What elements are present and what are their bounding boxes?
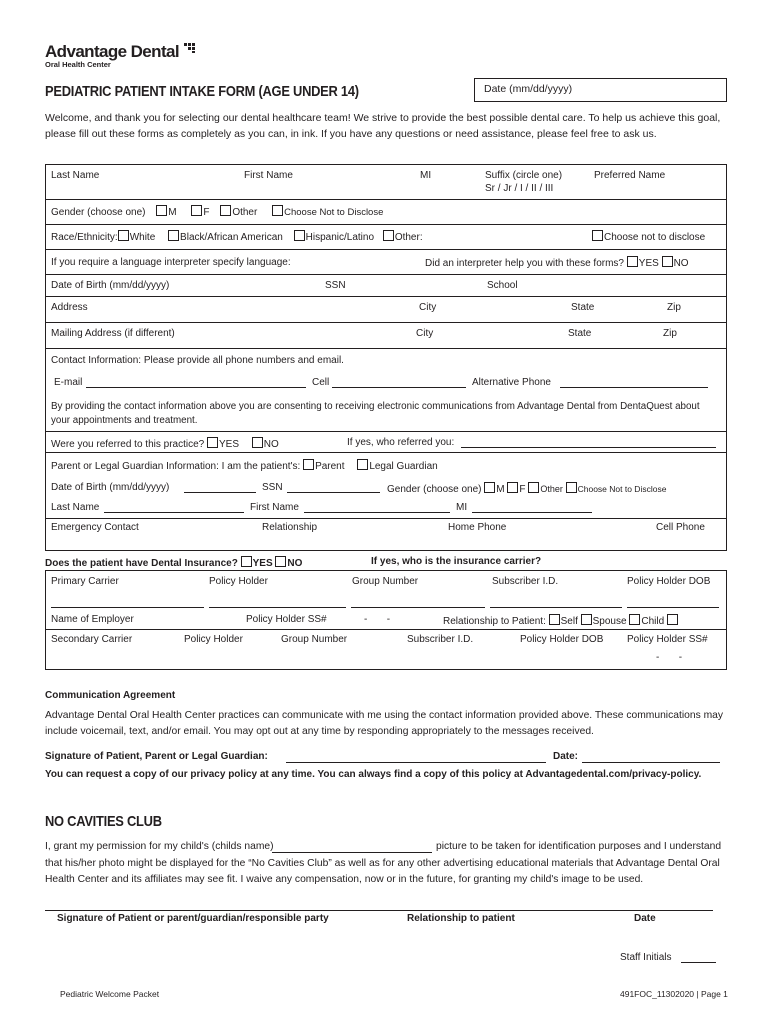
secondary-carrier-label[interactable]: Secondary Carrier xyxy=(51,634,133,645)
guardian-gender-row xyxy=(387,482,666,495)
form-title: PEDIATRIC PATIENT INTAKE FORM (AGE UNDER 14) xyxy=(45,83,359,100)
ssn-label[interactable]: SSN xyxy=(325,280,346,291)
city-label[interactable]: City xyxy=(419,302,437,313)
race-other-label: Other: xyxy=(394,232,423,243)
gender-row xyxy=(51,205,383,218)
group-number-line[interactable] xyxy=(351,607,485,608)
guardian-mi-line[interactable] xyxy=(472,512,592,513)
mailing-state-label[interactable]: State xyxy=(568,328,592,339)
referred-row xyxy=(51,437,279,450)
interpreter-question-label: Did an interpreter help you with these forms? xyxy=(425,258,624,269)
primary-carrier-line[interactable] xyxy=(51,607,204,608)
policy-holder-2-label[interactable]: Policy Holder xyxy=(184,634,243,645)
guardian-parent-label: Parent xyxy=(315,461,345,472)
interpreter-yes-checkbox[interactable] xyxy=(627,256,638,267)
gender-m-checkbox[interactable] xyxy=(156,205,167,216)
race-hispanic-label: Hispanic/Latino xyxy=(305,232,375,243)
row-divider xyxy=(45,452,726,453)
logo-sub: Oral Health Center xyxy=(45,60,111,69)
address-label[interactable]: Address xyxy=(51,302,88,313)
contact-label: Contact Information: Please provide all phone numbers and email. xyxy=(51,355,344,366)
row-divider xyxy=(45,322,726,323)
date-box[interactable] xyxy=(474,78,727,102)
referred-yes-checkbox[interactable] xyxy=(207,437,218,448)
gender-other-label: Other xyxy=(232,207,258,218)
race-black-label: Black/African American xyxy=(180,232,283,243)
comm-text: Advantage Dental Oral Health Center practices can communicate with me using the contact information provided above. These communications may include voicemail, text, and/or email. You may opt out at any time by responding appropriately to the messages received. xyxy=(45,710,724,737)
row-divider xyxy=(45,431,726,432)
email-label: E-mail xyxy=(54,377,83,388)
guardian-last-line[interactable] xyxy=(104,512,244,513)
interpreter-question xyxy=(425,256,689,269)
suffix-label: Suffix (circle one) xyxy=(485,170,563,181)
alt-phone-line[interactable] xyxy=(560,387,708,388)
date-box-label: Date (mm/dd/yyyy) xyxy=(484,83,573,95)
guardian-last-label: Last Name xyxy=(51,502,100,513)
policy-holder-dob-2-label[interactable]: Policy Holder DOB xyxy=(520,634,604,645)
policy-holder-ssn-label[interactable]: Policy Holder SS# xyxy=(246,614,327,625)
policy-holder-ssn-2-label[interactable]: Policy Holder SS# xyxy=(627,634,708,645)
row-divider xyxy=(45,296,726,297)
row-divider xyxy=(45,629,726,630)
relationship-child-label: Child xyxy=(641,616,665,627)
guardian-parent-checkbox[interactable] xyxy=(303,459,314,470)
guardian-m-checkbox[interactable] xyxy=(484,482,495,493)
guardian-label: Parent or Legal Guardian Information: I am the patient's: xyxy=(51,461,301,472)
guardian-f-label: F xyxy=(519,484,526,495)
interpreter-no-label: NO xyxy=(673,258,689,269)
guardian-mi-label: MI xyxy=(456,502,468,513)
state-label[interactable]: State xyxy=(571,302,595,313)
guardian-dob-label: Date of Birth (mm/dd/yyyy) xyxy=(51,482,170,493)
interpreter-no-checkbox[interactable] xyxy=(662,256,673,267)
guardian-legal-label: Legal Guardian xyxy=(369,461,438,472)
guardian-nodisclose-checkbox[interactable] xyxy=(566,482,577,493)
gender-f-label: F xyxy=(203,207,210,218)
insurance-question: Does the patient have Dental Insurance? xyxy=(45,558,238,569)
logo xyxy=(45,42,179,69)
suffix-options[interactable]: Sr / Jr / I / II / III xyxy=(485,183,554,194)
guardian-nodisclose-label: Choose Not to Disclose xyxy=(577,484,667,494)
gender-m-label: M xyxy=(168,207,177,218)
insurance-question-row xyxy=(45,556,302,569)
row-divider xyxy=(45,518,726,519)
club-date-label: Date xyxy=(634,913,656,924)
consent-text: By providing the contact information above you are consenting to receiving electronic communications from Advantage Dental from DentaQuest about your appointments and treatment. xyxy=(51,401,700,426)
logo-name: Advantage Dental xyxy=(45,42,179,61)
staff-initials-line[interactable] xyxy=(681,962,716,963)
last-name-label[interactable]: Last Name xyxy=(51,170,100,181)
subscriber-id-line[interactable] xyxy=(490,607,622,608)
club-line1a: I, grant my permission for my child's (childs name) xyxy=(45,841,274,852)
subscriber-id-label: Subscriber I.D. xyxy=(492,576,559,587)
policy-holder-dob-label: Policy Holder DOB xyxy=(627,576,711,587)
interpreter-label[interactable]: If you require a language interpreter specify language: xyxy=(51,257,291,268)
row-divider xyxy=(45,249,726,250)
gender-nodisclose-label: Choose Not to Disclose xyxy=(284,207,384,218)
guardian-first-line[interactable] xyxy=(304,512,450,513)
subscriber-id-2-label[interactable]: Subscriber I.D. xyxy=(407,634,474,645)
primary-carrier-label: Primary Carrier xyxy=(51,576,119,587)
relationship-spouse-checkbox[interactable] xyxy=(581,614,592,625)
comm-date-label: Date: xyxy=(553,751,579,762)
email-line[interactable] xyxy=(86,387,306,388)
referred-who-label: If yes, who referred you: xyxy=(347,437,455,448)
club-line1b: picture to be taken for identification purposes and I understand xyxy=(436,841,722,852)
relationship-label: Relationship to Patient: xyxy=(443,616,546,627)
guardian-row xyxy=(51,459,438,472)
row-divider xyxy=(45,348,726,349)
employer-label[interactable]: Name of Employer xyxy=(51,614,134,625)
club-relationship-label: Relationship to patient xyxy=(407,913,515,924)
insurance-carrier-question: If yes, who is the insurance carrier? xyxy=(371,556,542,567)
relationship-extra-checkbox[interactable] xyxy=(667,614,678,625)
race-white-checkbox[interactable] xyxy=(118,230,129,241)
race-hispanic-checkbox[interactable] xyxy=(294,230,305,241)
preferred-name-label[interactable]: Preferred Name xyxy=(594,170,666,181)
mi-label[interactable]: MI xyxy=(420,170,432,181)
guardian-ssn-label: SSN xyxy=(262,482,283,493)
referred-label: Were you referred to this practice? xyxy=(51,439,205,450)
policy-holder-ssn-dashes: - - xyxy=(364,614,391,625)
first-name-label[interactable]: First Name xyxy=(244,170,293,181)
policy-holder-label: Policy Holder xyxy=(209,576,268,587)
group-number-2-label[interactable]: Group Number xyxy=(281,634,348,645)
mailing-city-label[interactable]: City xyxy=(416,328,434,339)
club-signature-line[interactable] xyxy=(45,910,713,911)
welcome-text: Welcome, and thank you for selecting our dental healthcare team! We strive to provide the best possible dental care. To help us achieve this goal, please fill out these forms as completely as you can, in ink. If you have any questions or need assistance, please feel free to ask us. xyxy=(45,112,721,140)
row-divider xyxy=(45,199,726,200)
relationship-row xyxy=(443,614,679,627)
dob-label[interactable]: Date of Birth (mm/dd/yyyy) xyxy=(51,280,170,291)
row-divider xyxy=(45,274,726,275)
group-number-label: Group Number xyxy=(352,576,419,587)
comm-heading: Communication Agreement xyxy=(45,690,176,701)
guardian-ssn-line[interactable] xyxy=(287,492,380,493)
referred-who-line[interactable] xyxy=(461,447,716,448)
guardian-legal-checkbox[interactable] xyxy=(357,459,368,470)
gender-label: Gender (choose one) xyxy=(51,207,146,218)
insurance-no-label: NO xyxy=(287,558,303,569)
referred-no-label: NO xyxy=(263,439,279,450)
mailing-zip-label[interactable]: Zip xyxy=(663,328,677,339)
footer-left: Pediatric Welcome Packet xyxy=(60,989,160,999)
cell-line[interactable] xyxy=(332,387,466,388)
relationship-child-checkbox[interactable] xyxy=(629,614,640,625)
emergency-cell-label[interactable]: Cell Phone xyxy=(656,522,705,533)
referred-no-checkbox[interactable] xyxy=(252,437,263,448)
race-black-checkbox[interactable] xyxy=(168,230,179,241)
race-nodisclose-label: Choose not to disclose xyxy=(604,232,706,243)
race-nodisclose xyxy=(592,230,705,243)
guardian-first-label: First Name xyxy=(250,502,299,513)
interpreter-yes-label: YES xyxy=(638,258,659,269)
logo-mark-icon xyxy=(184,43,196,53)
policy-holder-dob-line[interactable] xyxy=(627,607,719,608)
zip-label[interactable]: Zip xyxy=(667,302,681,313)
gender-other-checkbox[interactable] xyxy=(220,205,231,216)
race-nodisclose-checkbox[interactable] xyxy=(592,230,603,241)
race-white-label: White xyxy=(129,232,156,243)
child-name-line[interactable] xyxy=(272,852,432,853)
comm-date-line[interactable] xyxy=(582,762,720,763)
race-row xyxy=(51,230,423,243)
gender-f-checkbox[interactable] xyxy=(191,205,202,216)
school-label[interactable]: School xyxy=(487,280,518,291)
comm-signature-label: Signature of Patient, Parent or Legal Guardian: xyxy=(45,751,268,762)
emergency-contact-label[interactable]: Emergency Contact xyxy=(51,522,139,533)
relationship-self-label: Self xyxy=(560,616,578,627)
insurance-yes-label: YES xyxy=(252,558,273,569)
guardian-f-checkbox[interactable] xyxy=(507,482,518,493)
guardian-m-label: M xyxy=(496,484,505,495)
club-signature-label: Signature of Patient or parent/guardian/responsible party xyxy=(57,913,329,924)
club-heading: NO CAVITIES CLUB xyxy=(45,813,162,830)
relationship-self-checkbox[interactable] xyxy=(549,614,560,625)
gender-nodisclose-checkbox[interactable] xyxy=(272,205,283,216)
comm-signature-line[interactable] xyxy=(286,762,546,763)
mailing-address-label[interactable]: Mailing Address (if different) xyxy=(51,328,175,339)
policy-holder-ssn-2-dashes: - - xyxy=(656,652,683,663)
referred-yes-label: YES xyxy=(219,439,240,450)
staff-initials-label: Staff Initials xyxy=(620,952,672,963)
cell-label: Cell xyxy=(312,377,330,388)
footer-right: 491FOC_11302020 | Page 1 xyxy=(620,989,728,999)
race-other-checkbox[interactable] xyxy=(383,230,394,241)
insurance-yes-checkbox[interactable] xyxy=(241,556,252,567)
guardian-dob-line[interactable] xyxy=(184,492,256,493)
guardian-other-label: Other xyxy=(540,484,563,494)
insurance-no-checkbox[interactable] xyxy=(275,556,286,567)
guardian-gender-label: Gender (choose one) xyxy=(387,484,482,495)
alt-phone-label: Alternative Phone xyxy=(472,377,551,388)
emergency-home-label[interactable]: Home Phone xyxy=(448,522,507,533)
policy-holder-line[interactable] xyxy=(209,607,346,608)
relationship-spouse-label: Spouse xyxy=(592,616,627,627)
privacy-text: You can request a copy of our privacy policy at any time. You can always find a copy of this policy at Advantagedental.com/privacy-policy. xyxy=(45,769,702,780)
race-label: Race/Ethnicity: xyxy=(51,232,118,243)
row-divider xyxy=(45,224,726,225)
guardian-other-checkbox[interactable] xyxy=(528,482,539,493)
emergency-relationship-label[interactable]: Relationship xyxy=(262,522,318,533)
club-text: that his/her photo might be displayed for the “No Cavities Club” as well as for any other advertising educational materials that Advantage Dental Oral Health Center and its affiliates may see fit. I waive any compensation, now or in the future, for granting my child's image to be used. xyxy=(45,858,720,885)
